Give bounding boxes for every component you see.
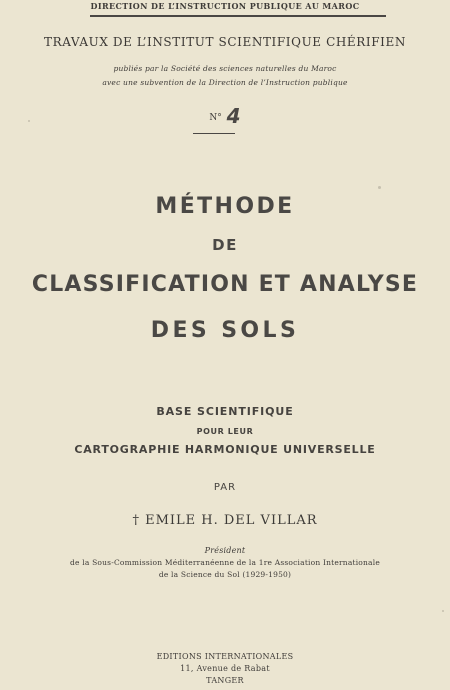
title-line-4: DES SOLS	[150, 318, 300, 343]
affiliation-line-2: de la Science du Sol (1929-1950)	[158, 570, 292, 579]
title-line-2: DE	[212, 236, 238, 254]
numero-label: N°	[209, 113, 222, 123]
published-line-1: publiés par la Société des sciences naturelles du Maroc	[113, 64, 337, 73]
author-name: † EMILE H. DEL VILLAR	[132, 513, 318, 528]
published-line-2: avec une subvention de la Direction de l’Instruction publique	[102, 78, 348, 87]
numero-rule	[193, 133, 235, 134]
direction-header: DIRECTION DE L’INSTRUCTION PUBLIQUE AU MAROC	[90, 1, 360, 11]
header-rule	[90, 15, 386, 17]
author-role: Président	[204, 546, 246, 555]
series-number	[0, 104, 450, 128]
publisher-address: 11, Avenue de Rabat	[180, 664, 270, 673]
paper-speck	[442, 610, 444, 612]
title-line-1: MÉTHODE	[155, 194, 295, 219]
publisher-name: EDITIONS INTERNATIONALES	[156, 652, 294, 661]
par-label: PAR	[213, 482, 237, 493]
paper-speck	[28, 120, 30, 122]
subtitle-line-3: CARTOGRAPHIE HARMONIQUE UNIVERSELLE	[74, 443, 376, 456]
publisher-city: TANGER	[206, 676, 244, 685]
numero-value: 4	[226, 104, 241, 128]
paper-speck	[378, 186, 381, 189]
affiliation-line-1: de la Sous-Commission Méditerranéenne de la 1re Association Internationale	[70, 558, 380, 567]
title-line-3: CLASSIFICATION ET ANALYSE	[31, 272, 419, 297]
series-title: TRAVAUX DE L’INSTITUT SCIENTIFIQUE CHÉRIFIEN	[44, 35, 406, 49]
subtitle-line-2: POUR LEUR	[196, 427, 254, 436]
subtitle-line-1: BASE SCIENTIFIQUE	[156, 405, 294, 418]
